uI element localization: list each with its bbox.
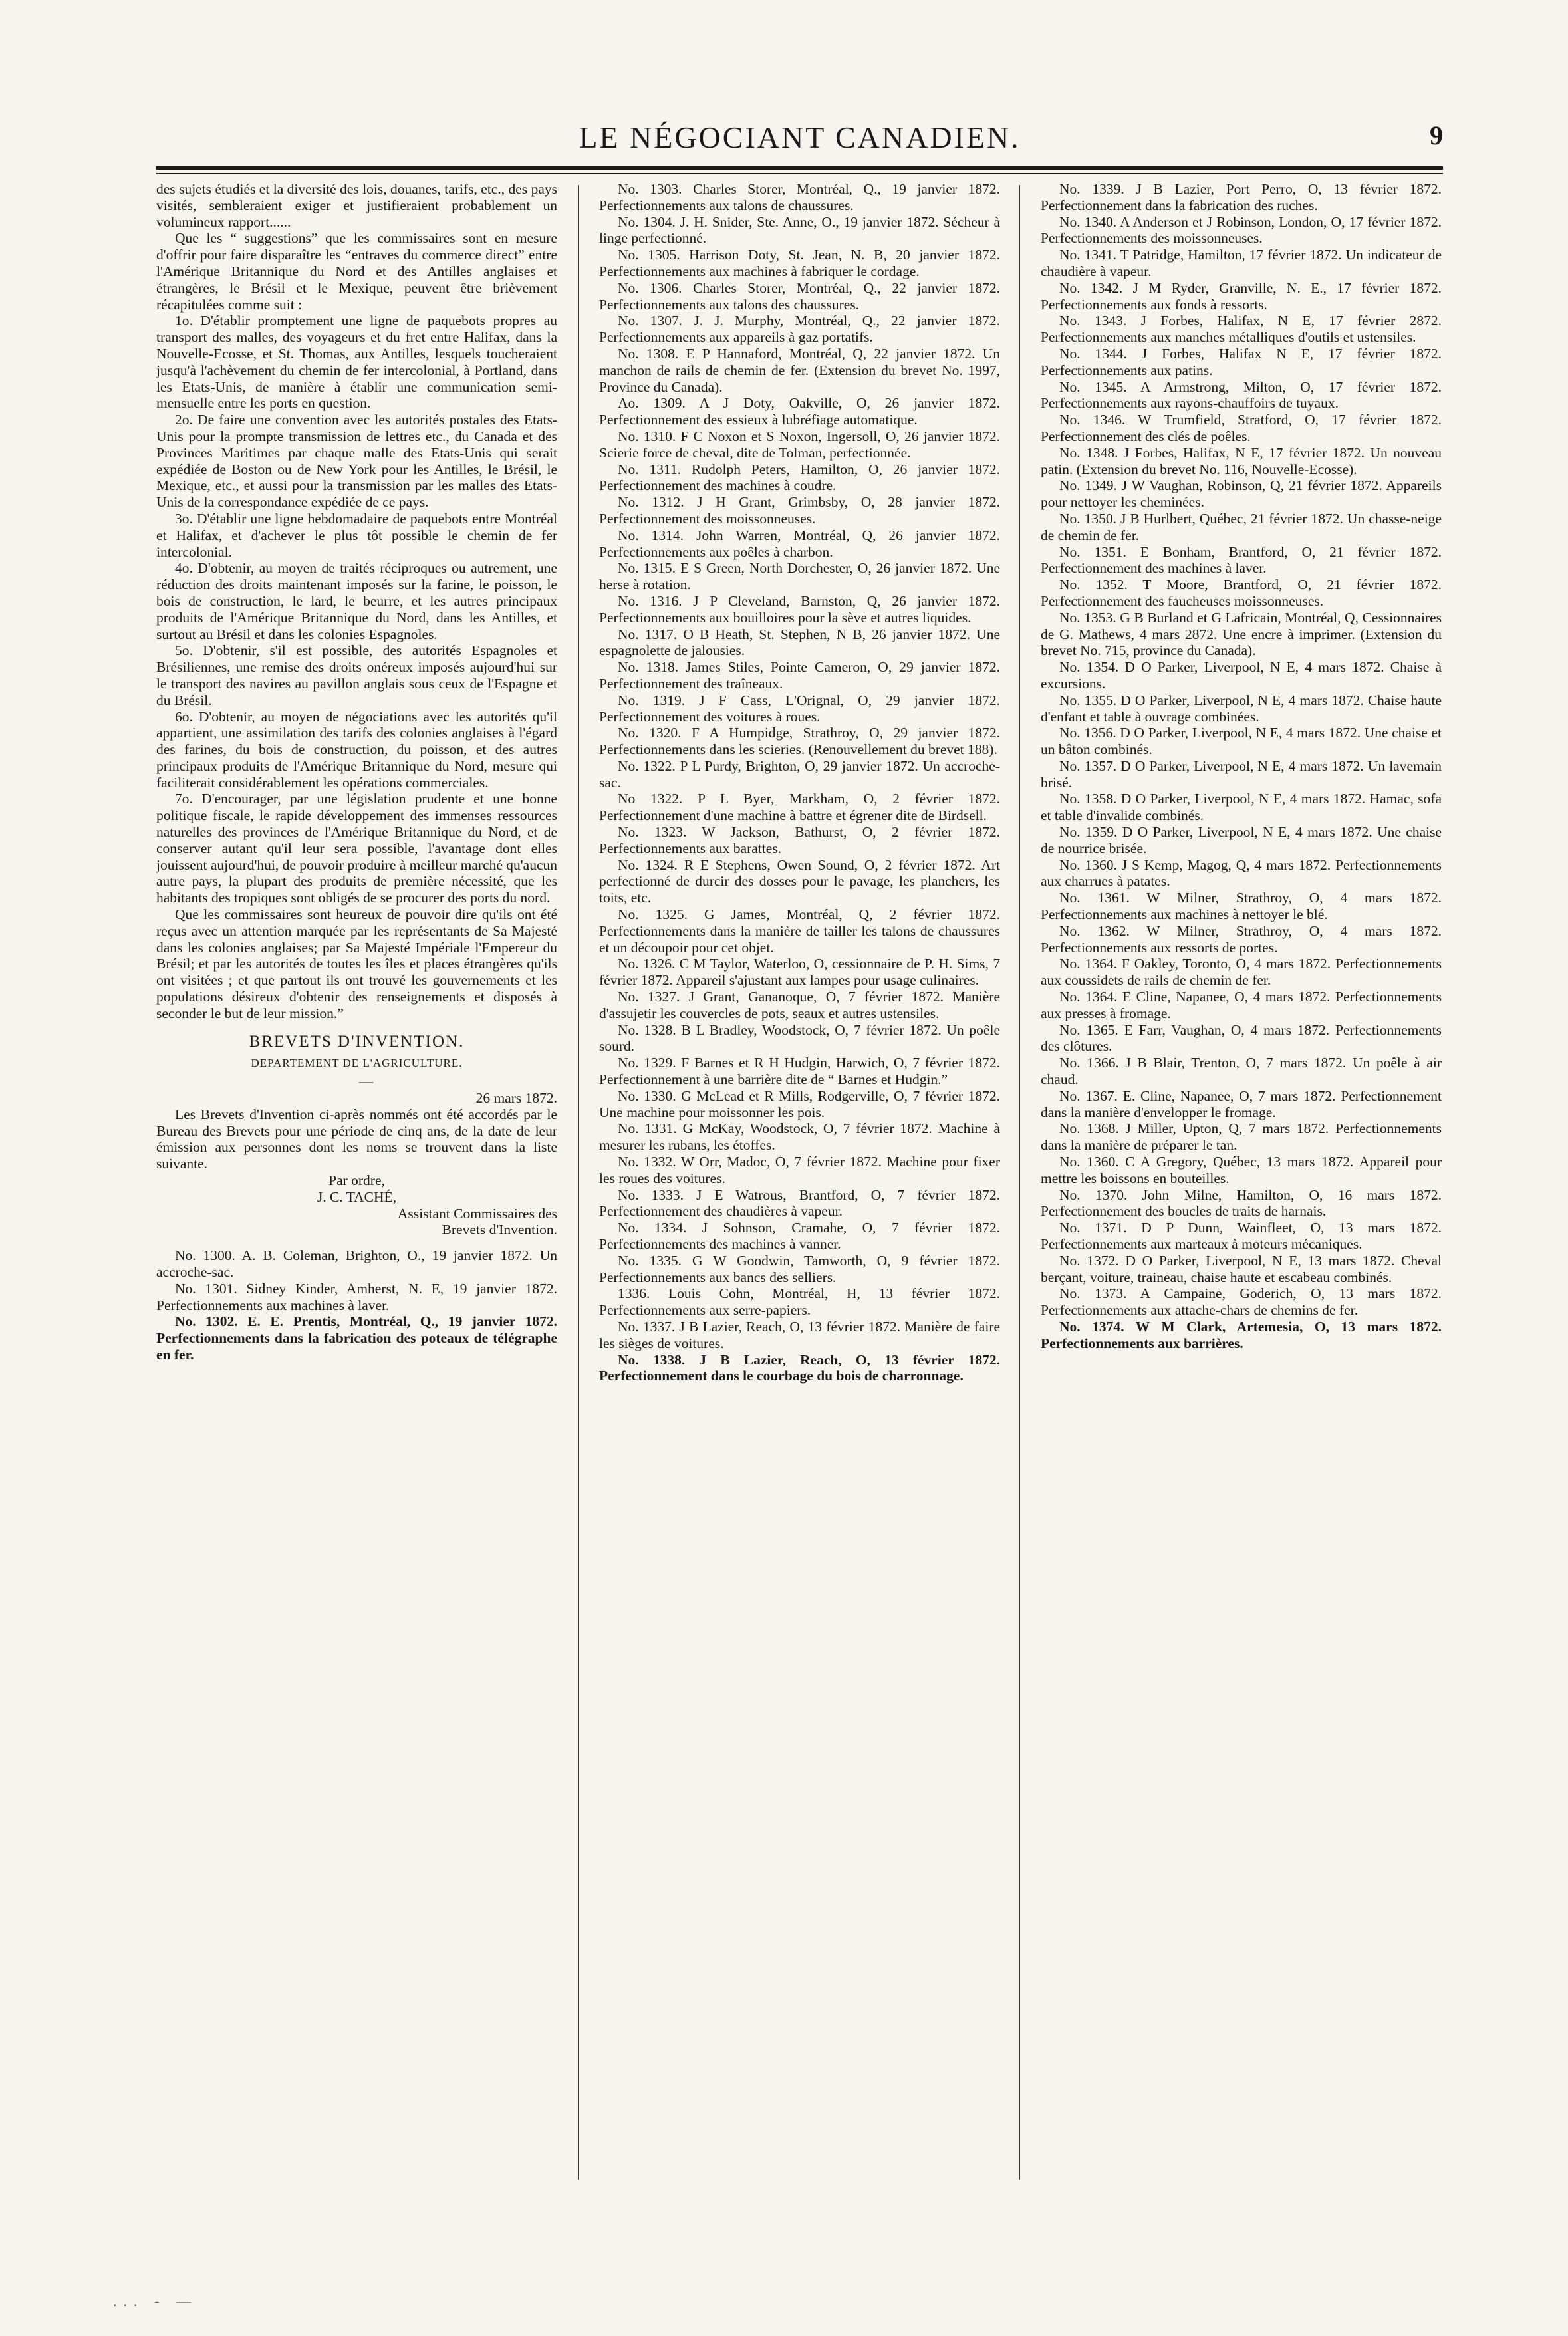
patent-entry: No. 1331. G McKay, Woodstock, O, 7 février 1872. Machine à mesurer les rubans, les étoffes. (599, 1120, 1000, 1154)
patent-entry: No. 1323. W Jackson, Bathurst, O, 2 février 1872. Perfectionnements aux barattes. (599, 824, 1000, 856)
patent-entry: No. 1341. T Patridge, Hamilton, 17 février 1872. Un indicateur de chaudière à vapeur. (1041, 247, 1442, 279)
signature-title: Assistant Commissaires des (397, 1205, 557, 1222)
patent-entry: No. 1366. J B Blair, Trenton, O, 7 mars 1872. Un poêle à air chaud. (1041, 1055, 1442, 1088)
footer-marks: ... - — (113, 2293, 197, 2309)
patent-entry: No. 1310. F C Noxon et S Noxon, Ingersoll, O, 26 janvier 1872. Scierie force de cheval, dite de Tolman, perfectionnée. (599, 428, 1000, 461)
section-title: BREVETS D'INVENTION. (249, 1032, 465, 1051)
patent-entry: No. 1333. J E Watrous, Brantford, O, 7 février 1872. Perfectionnement des chaudières à vapeur. (599, 1186, 1000, 1220)
patent-entry: No. 1301. Sidney Kinder, Amherst, N. E, 19 janvier 1872. Perfectionnements aux machines à laver. (156, 1280, 557, 1313)
patent-entry: No. 1367. E. Cline, Napanee, O, 7 mars 1872. Perfectionnement dans la manière d'envelopper le fromage. (1041, 1087, 1442, 1120)
patent-entry: No. 1306. Charles Storer, Montréal, Q., 22 janvier 1872. Perfectionnements aux talons des chaussures. (599, 279, 1000, 313)
patent-entry: No. 1322. P L Purdy, Brighton, O, 29 janvier 1872. Un accroche-sac. (599, 757, 1000, 791)
patent-entry: No. 1351. E Bonham, Brantford, O, 21 février 1872. Perfectionnement des machines à laver. (1041, 543, 1442, 577)
patent-entry: No. 1371. D P Dunn, Wainfleet, O, 13 mars 1872. Perfectionnements aux marteaux à moteurs mécaniques. (1041, 1220, 1442, 1252)
patent-entry: No. 1311. Rudolph Peters, Hamilton, O, 26 janvier 1872. Perfectionnement des machines à coudre. (599, 461, 1000, 494)
paragraph: Que les “ suggestions” que les commissaires sont en mesure d'offrir pour faire disparaître les “entraves du commerce direct” entre l'Amérique Britannique du Nord et des Antilles anglaises et étrangères, le Brésil et le Mexique, peuvent être brièvement récapitulées comme suit : (156, 230, 557, 313)
date-line: 26 mars 1872. (475, 1090, 557, 1106)
patent-entry: No. 1317. O B Heath, St. Stephen, N B, 26 janvier 1872. Une espagnolette de jalousies. (599, 626, 1000, 659)
patent-entry: 1336. Louis Cohn, Montréal, H, 13 février 1872. Perfectionnements aux serre-papiers. (599, 1285, 1000, 1319)
header-rule-thick (156, 166, 1443, 170)
patent-entry: No. 1343. J Forbes, Halifax, N E, 17 février 2872. Perfectionnements aux manches métalliques d'outils et ustensiles. (1041, 313, 1442, 346)
page-number: 9 (1430, 120, 1443, 150)
patent-entry: No. 1374. W M Clark, Artemesia, O, 13 mars 1872. Perfectionnements aux barrières. (1041, 1318, 1442, 1351)
patent-entry: No. 1330. G McLead et R Mills, Rodgerville, O, 7 février 1872. Une machine pour moissonner les pois. (599, 1087, 1000, 1120)
paragraph: 4o. D'obtenir, au moyen de traités réciproques ou autrement, une réduction des droits maintenant imposés sur la farine, le poisson, le bois de construction, le lard, le beurre, et les autres principaux produits de l'Amérique Britannique du Nord, dans les Antilles, et surtout au Brésil et dans les colonies Espagnoles. (156, 560, 557, 642)
article-columns (156, 181, 1443, 2189)
column-3 (1041, 181, 1442, 2182)
patent-entry: No. 1361. W Milner, Strathroy, O, 4 mars 1872. Perfectionnements aux machines à nettoyer le blé. (1041, 890, 1442, 923)
patent-entry: No. 1345. A Armstrong, Milton, O, 17 février 1872. Perfectionnements aux rayons-chauffoirs de tuyaux. (1041, 378, 1442, 412)
patent-entry: No. 1304. J. H. Snider, Ste. Anne, O., 19 janvier 1872. Sécheur à linge perfectionné. (599, 213, 1000, 247)
patent-entry: No. 1334. J Sohnson, Cramahe, O, 7 février 1872. Perfectionnements des machines à vanner. (599, 1220, 1000, 1252)
patent-entry: No. 1329. F Barnes et R H Hudgin, Harwich, O, 7 février 1872. Perfectionnement à une barrière dite de “ Barnes et Hudgin.” (599, 1055, 1000, 1088)
patent-entry: No. 1303. Charles Storer, Montréal, Q., 19 janvier 1872. Perfectionnements aux talons de chaussures. (599, 181, 1000, 213)
patent-entry: No. 1359. D O Parker, Liverpool, N E, 4 mars 1872. Une chaise de nourrice brisée. (1041, 824, 1442, 856)
dash-separator: — (358, 1073, 374, 1090)
patent-entry: No. 1360. C A Gregory, Québec, 13 mars 1872. Appareil pour mettre les boissons en bouteilles. (1041, 1154, 1442, 1186)
patent-entry: No. 1315. E S Green, North Dorchester, O, 26 janvier 1872. Une herse à rotation. (599, 560, 1000, 593)
patent-entry: No. 1372. D O Parker, Liverpool, N E, 13 mars 1872. Cheval berçant, voiture, traineau, chaise haute et escabeau combinés. (1041, 1252, 1442, 1285)
patent-entry: No. 1344. J Forbes, Halifax N E, 17 février 1872. Perfectionnements aux patins. (1041, 345, 1442, 378)
newspaper-title: LE NÉGOCIANT CANADIEN. (579, 120, 1021, 154)
patent-entry: No. 1360. J S Kemp, Magog, Q, 4 mars 1872. Perfectionnements aux charrues à patates. (1041, 856, 1442, 890)
paragraph: 7o. D'encourager, par une législation prudente et une bonne politique fiscale, le rapide développement des immenses ressources naturelles des provinces de l'Amérique Britannique du Nord, et de conserver autant qu'il leur sera possible, l'avantage dont elles jouissent aujourd'hui, de pouvoir produire à meilleur marché qu'aucun autre pays, la plupart des produits de première nécessité, que les habitants des tropiques sont obligés de se procurer des ports du nord. (156, 791, 557, 906)
patent-entry: No. 1346. W Trumfield, Stratford, O, 17 février 1872. Perfectionnement des clés de poêles. (1041, 412, 1442, 444)
patent-entry: No. 1365. E Farr, Vaughan, O, 4 mars 1872. Perfectionnements des clôtures. (1041, 1021, 1442, 1055)
patent-entry: No. 1307. J. J. Murphy, Montréal, Q., 22 janvier 1872. Perfectionnements aux appareils à gaz portatifs. (599, 313, 1000, 346)
paragraph: 6o. D'obtenir, au moyen de négociations avec les autorités qu'il appartient, une assimilation des tarifs des colonies anglaises à l'égard des farines, du bois de construction, du poisson, et des autres principaux produits de l'Amérique Britannique du Nord, mesure qui faciliterait considérablement les opérations commerciales. (156, 708, 557, 791)
patent-entry: No. 1320. F A Humpidge, Strathroy, O, 29 janvier 1872. Perfectionnements dans les scieries. (Renouvellement du brevet 188). (599, 725, 1000, 758)
par-ordre: Par ordre, (328, 1172, 385, 1189)
patent-entry: Ao. 1309. A J Doty, Oakville, O, 26 janvier 1872. Perfectionnement des essieux à lubréfiage automatique. (599, 395, 1000, 428)
column-divider (1019, 185, 1020, 2180)
patent-entry: No. 1328. B L Bradley, Woodstock, O, 7 février 1872. Un poêle sourd. (599, 1021, 1000, 1055)
column-divider (578, 185, 579, 2180)
patent-entry: No. 1332. W Orr, Madoc, O, 7 février 1872. Machine pour fixer les roues des voitures. (599, 1154, 1000, 1186)
patent-entry: No. 1357. D O Parker, Liverpool, N E, 4 mars 1872. Un lavemain brisé. (1041, 757, 1442, 791)
paragraph: 2o. De faire une convention avec les autorités postales des Etats-Unis pour la prompte transmission de lettres etc., du Canada et des Provinces Maritimes par chaque malle des Etats-Unis qui serait expédiée de Boston ou de New York pour les Antilles, le Brésil, le Mexique, etc., et aussi pour la transmission par les malles des Etats-Unis de la correspondance expédiée de ce pays. (156, 412, 557, 511)
signature-name: J. C. TACHÉ, (317, 1188, 397, 1205)
patent-entry: No. 1314. John Warren, Montréal, Q, 26 janvier 1872. Perfectionnements aux poêles à charbon. (599, 527, 1000, 560)
paragraph: 1o. D'établir promptement une ligne de paquebots propres au transport des malles, des voyageurs et du fret entre Halifax, dans la Nouvelle-Ecosse, et St. Thomas, aux Antilles, lesquels toucheraient jusqu'à l'achèvement du chemin de fer intercolonial, à Portland, dans les Etats-Unis, de manière à établir une communication semi-mensuelle entre les ports en question. (156, 313, 557, 412)
patent-entry: No. 1318. James Stiles, Pointe Cameron, O, 29 janvier 1872. Perfectionnement des traîneaux. (599, 659, 1000, 692)
paragraph: Que les commissaires sont heureux de pouvoir dire qu'ils ont été reçus avec un attention marquée par les représentants de Sa Majesté dans les colonies anglaises; par Sa Majesté Impériale l'Empereur du Brésil; et par les autorités de toutes les îles et places étrangères qu'ils ont visitées ; et que partout ils ont trouvé les gouvernements et les populations désireux d'obtenir des renseignements et disposés à seconder le but de leur mission.” (156, 906, 557, 1021)
patent-entry: No. 1349. J W Vaughan, Robinson, Q, 21 février 1872. Appareils pour nettoyer les cheminées. (1041, 477, 1442, 511)
patent-entry: No. 1305. Harrison Doty, St. Jean, N. B, 20 janvier 1872. Perfectionnements aux machines à fabriquer le cordage. (599, 247, 1000, 279)
patent-entry: No. 1327. J Grant, Gananoque, O, 7 février 1872. Manière d'assujetir les couvercles de pots, seaux et autres ustensiles. (599, 989, 1000, 1021)
patent-entry: No. 1340. A Anderson et J Robinson, London, O, 17 février 1872. Perfectionnements des moissonneuses. (1041, 213, 1442, 247)
paragraph: 3o. D'établir une ligne hebdomadaire de paquebots entre Montréal et Halifax, et d'achever le plus tôt possible le chemin de fer intercolonial. (156, 510, 557, 560)
column-2 (599, 181, 1000, 2182)
department-line: DEPARTEMENT DE L'AGRICULTURE. (251, 1057, 463, 1070)
patent-entry: No. 1335. G W Goodwin, Tamworth, O, 9 février 1872. Perfectionnements aux bancs des selliers. (599, 1252, 1000, 1285)
intro-paragraph: Les Brevets d'Invention ci-après nommés ont été accordés par le Bureau des Brevets pour une période de cinq ans, de la date de leur émission aux personnes dont les noms se trouvent dans la liste suivante. (156, 1106, 557, 1172)
patent-entry: No. 1373. A Campaine, Goderich, O, 13 mars 1872. Perfectionnements aux attache-chars de chemins de fer. (1041, 1285, 1442, 1319)
patent-entry: No. 1364. F Oakley, Toronto, O, 4 mars 1872. Perfectionnements aux coussidets de rails de chemin de fer. (1041, 956, 1442, 989)
patent-entry: No. 1353. G B Burland et G Lafricain, Montréal, Q, Cessionnaires de G. Mathews, 4 mars 2872. Une encre à imprimer. (Extension du brevet No. 715, province du Canada). (1041, 609, 1442, 659)
patent-entry: No. 1337. J B Lazier, Reach, O, 13 février 1872. Manière de faire les sièges de voitures. (599, 1318, 1000, 1351)
patent-entry: No. 1316. J P Cleveland, Barnston, Q, 26 janvier 1872. Perfectionnements aux bouilloires pour la sève et autres liquides. (599, 592, 1000, 626)
patent-entry: No. 1354. D O Parker, Liverpool, N E, 4 mars 1872. Chaise à excursions. (1041, 659, 1442, 692)
patent-entry: No. 1352. T Moore, Brantford, O, 21 février 1872. Perfectionnement des faucheuses moissonneuses. (1041, 577, 1442, 609)
patent-entry: No. 1308. E P Hannaford, Montréal, Q, 22 janvier 1872. Un manchon de rails de chemin de fer. (Extension du brevet No. 1997, Province du Canada). (599, 345, 1000, 395)
patent-entry: No. 1312. J H Grant, Grimbsby, O, 28 janvier 1872. Perfectionnement des moissonneuses. (599, 494, 1000, 527)
patent-entry: No. 1319. J F Cass, L'Orignal, O, 29 janvier 1872. Perfectionnement des voitures à roues. (599, 692, 1000, 725)
masthead (156, 120, 1443, 166)
patent-entry: No. 1338. J B Lazier, Reach, O, 13 février 1872. Perfectionnement dans le courbage du bois de charronnage. (599, 1351, 1000, 1384)
patent-entry: No. 1350. J B Hurlbert, Québec, 21 février 1872. Un chasse-neige de chemin de fer. (1041, 510, 1442, 543)
patent-entry: No. 1362. W Milner, Strathroy, O, 4 mars 1872. Perfectionnements aux ressorts de portes. (1041, 922, 1442, 956)
patent-entry: No. 1370. John Milne, Hamilton, O, 16 mars 1872. Perfectionnement des boucles de traits de harnais. (1041, 1186, 1442, 1220)
patent-entry: No. 1358. D O Parker, Liverpool, N E, 4 mars 1872. Hamac, sofa et table d'invalide combinés. (1041, 791, 1442, 824)
patent-entry: No. 1348. J Forbes, Halifax, N E, 17 février 1872. Un nouveau patin. (Extension du brevet No. 116, Nouvelle-Ecosse). (1041, 444, 1442, 477)
header-rule-thin (156, 173, 1443, 174)
patent-entry: No. 1339. J B Lazier, Port Perro, O, 13 février 1872. Perfectionnement dans la fabrication des ruches. (1041, 181, 1442, 213)
patent-entry: No. 1324. R E Stephens, Owen Sound, O, 2 février 1872. Art perfectionné de durcir des dosses pour le pavage, les planchers, les toits, etc. (599, 856, 1000, 906)
patent-entry: No. 1325. G James, Montréal, Q, 2 février 1872. Perfectionnements dans la manière de tailler les talons de chaussures et un découpoir pour cet objet. (599, 906, 1000, 956)
patent-entry: No. 1302. E. E. Prentis, Montréal, Q., 19 janvier 1872. Perfectionnements dans la fabrication des poteaux de télégraphe en fer. (156, 1313, 557, 1363)
patent-entry: No. 1368. J Miller, Upton, Q, 7 mars 1872. Perfectionnements dans la manière de préparer le tan. (1041, 1120, 1442, 1154)
patent-entry: No. 1364. E Cline, Napanee, O, 4 mars 1872. Perfectionnements aux presses à fromage. (1041, 989, 1442, 1021)
patent-entry: No 1322. P L Byer, Markham, O, 2 février 1872. Perfectionnement d'une machine à battre et égrener dite de Birdsell. (599, 791, 1000, 824)
paragraph: des sujets étudiés et la diversité des lois, douanes, tarifs, etc., des pays visités, sembleraient exiger et justifieraient probablement un volumineux rapport...... (156, 181, 557, 230)
patent-entry: No. 1300. A. B. Coleman, Brighton, O., 19 janvier 1872. Un accroche-sac. (156, 1247, 557, 1280)
column-1 (156, 181, 557, 2182)
patent-entry: No. 1342. J M Ryder, Granville, N. E., 17 février 1872. Perfectionnements aux fonds à ressorts. (1041, 279, 1442, 313)
patent-entry: No. 1326. C M Taylor, Waterloo, O, cessionnaire de P. H. Sims, 7 février 1872. Appareil s'ajustant aux lampes pour usage culinaires. (599, 956, 1000, 989)
patent-entry: No. 1355. D O Parker, Liverpool, N E, 4 mars 1872. Chaise haute d'enfant et table à ouvrage combinées. (1041, 692, 1442, 725)
paragraph: 5o. D'obtenir, s'il est possible, des autorités Espagnoles et Brésiliennes, une remise des droits onéreux imposés aujourd'hui sur le transport des navires au pavillon anglais sous ceux de l'Espagne et du Brésil. (156, 642, 557, 708)
signature-title: Brevets d'Invention. (442, 1222, 557, 1238)
patent-entry: No. 1356. D O Parker, Liverpool, N E, 4 mars 1872. Une chaise et un bâton combinés. (1041, 725, 1442, 758)
